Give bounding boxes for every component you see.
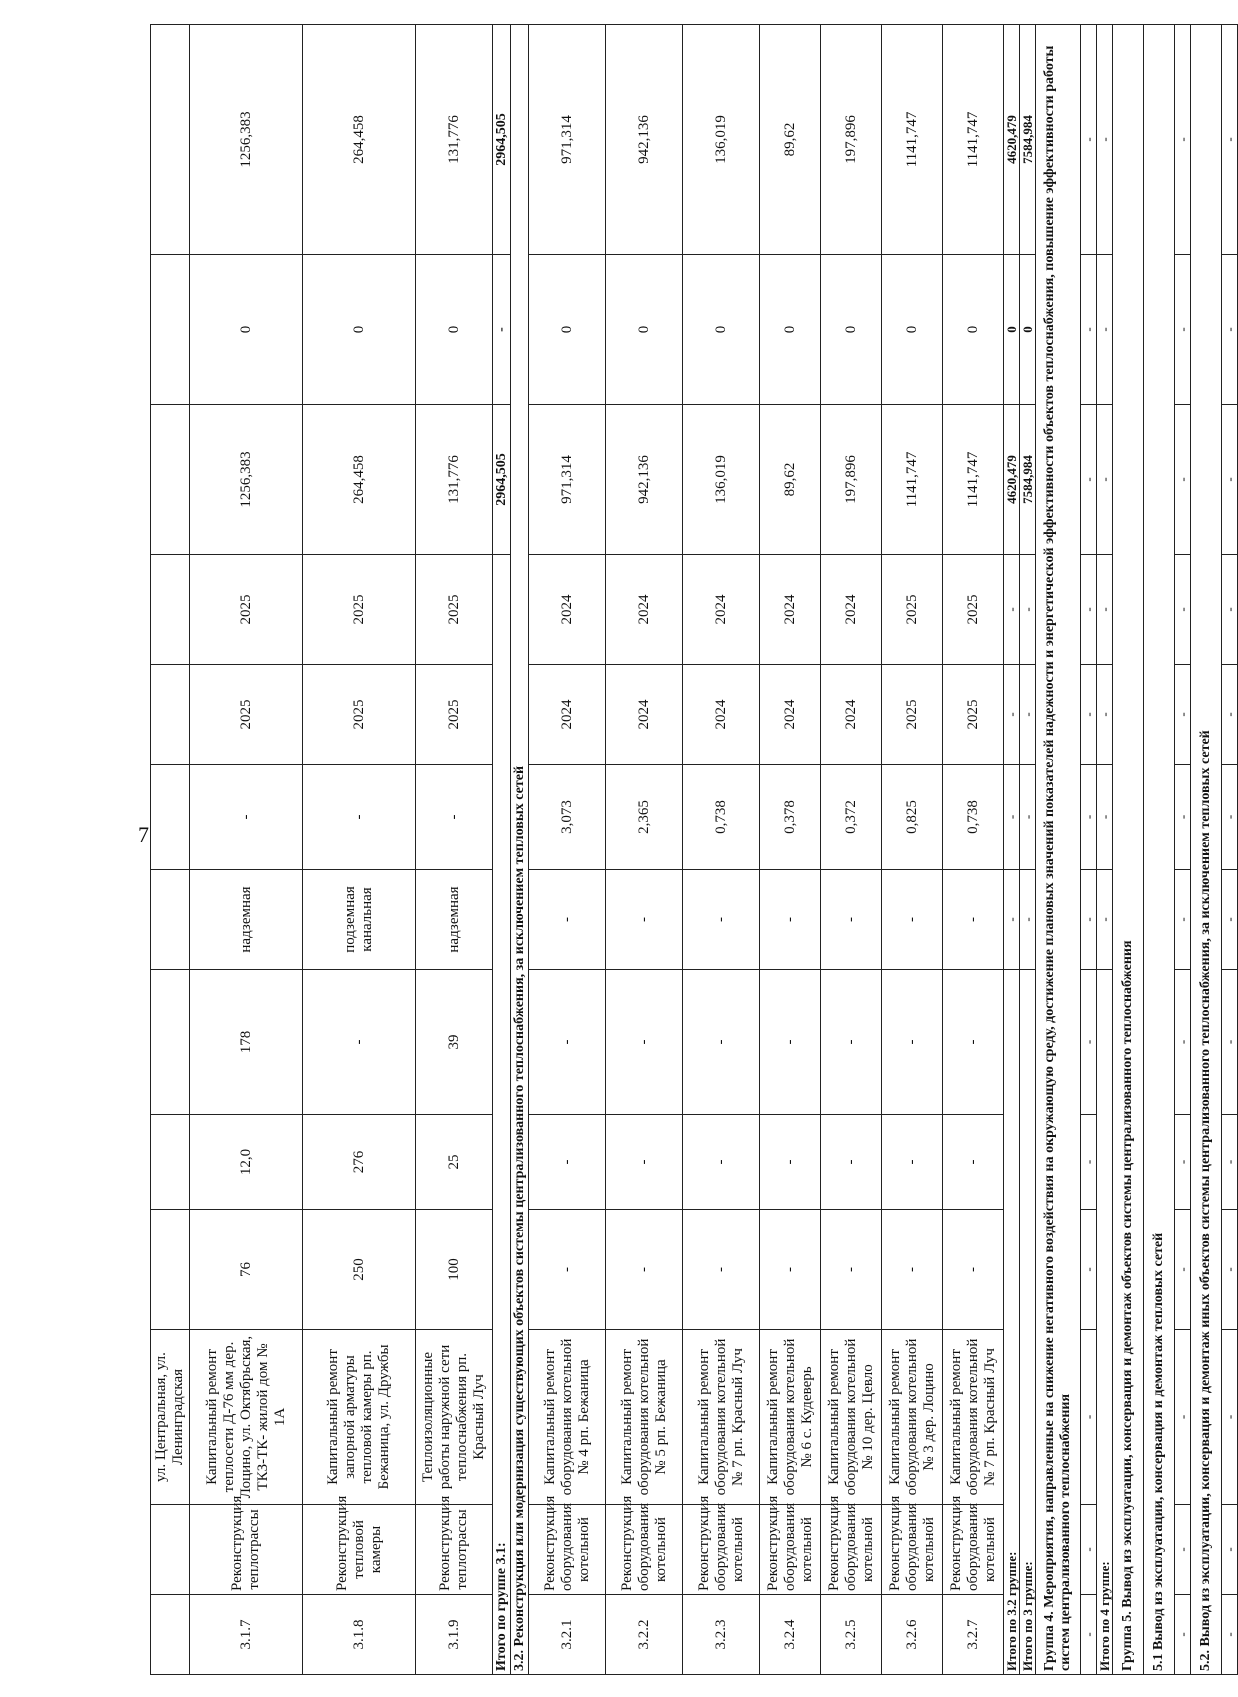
cell: - [760, 1115, 821, 1210]
subtotal-row-3-2 [1004, 25, 1020, 1675]
table-row [529, 25, 606, 1675]
cell: - [529, 870, 606, 970]
cell: 2025 [882, 555, 943, 665]
cell: 2025 [882, 665, 943, 765]
cell: - [821, 870, 882, 970]
cell: - [416, 765, 493, 870]
empty-row [1081, 25, 1097, 1675]
cell: - [683, 970, 760, 1115]
group-title: 5.2. Вывод из эксплуатации, консервация и демонтаж иных объектов системы централизованного теплоснабжения, за исключением тепловых сетей [1191, 25, 1222, 1675]
cell: 2025 [303, 555, 416, 665]
cell: - [1175, 970, 1191, 1115]
cell: - [1097, 665, 1113, 765]
cell: надземная [416, 870, 493, 970]
cell: - [1175, 1115, 1191, 1210]
cell: - [1081, 1210, 1097, 1330]
cell: - [1175, 1210, 1191, 1330]
cell: 2024 [760, 665, 821, 765]
cell: - [882, 1115, 943, 1210]
cell: 0,738 [943, 765, 1004, 870]
cell: 0 [760, 255, 821, 405]
group-header-4 [1036, 25, 1081, 1675]
cell: - [1097, 25, 1113, 255]
cell: - [1081, 870, 1097, 970]
cell: 2024 [529, 665, 606, 765]
cell: 131,776 [416, 25, 493, 255]
cell: 0 [416, 255, 493, 405]
cell: - [1081, 970, 1097, 1115]
row-name: Реконструкция оборудования котельной [882, 1505, 943, 1595]
cell: 0,378 [760, 765, 821, 870]
cell: 1141,747 [882, 25, 943, 255]
cell: 250 [303, 1210, 416, 1330]
cell: 136,019 [683, 25, 760, 255]
cell: 2025 [943, 665, 1004, 765]
cell: 1256,383 [190, 25, 303, 255]
cell: - [1175, 870, 1191, 970]
rotated-table-sheet [150, 25, 1237, 1675]
cell: 0,372 [821, 765, 882, 870]
cell: - [1175, 1595, 1191, 1675]
cell: - [1222, 405, 1238, 555]
cell: - [1004, 870, 1020, 970]
subtotal-value: 4620,479 [1004, 405, 1020, 555]
cell: - [1081, 25, 1097, 255]
cell: 0 [606, 255, 683, 405]
cell: - [943, 1210, 1004, 1330]
investment-program-table [150, 24, 1238, 1675]
cell: 0 [882, 255, 943, 405]
cell: 100 [416, 1210, 493, 1330]
group-title: Группа 5. Вывод из эксплуатации, консервация и демонтаж объектов системы централизованного теплоснабжения [1113, 25, 1144, 1675]
cell: 2024 [606, 665, 683, 765]
cell: - [1097, 870, 1113, 970]
row-desc: Капитальный ремонт оборудования котельной № 4 рп. Бежаница [529, 1330, 606, 1505]
cell: 1141,747 [943, 25, 1004, 255]
cell: - [1081, 1505, 1097, 1595]
cell: 0 [943, 255, 1004, 405]
row-id: 3.2.6 [882, 1595, 943, 1675]
row-id: 3.2.4 [760, 1595, 821, 1675]
cell: - [1097, 555, 1113, 665]
subtotal-value: 7584,984 [1020, 25, 1036, 255]
cell: 0 [303, 255, 416, 405]
subtotal-label: Итого по группе 3.1: [493, 555, 511, 1675]
row-id: 3.1.7 [190, 1595, 303, 1675]
table-row [943, 25, 1004, 1675]
cell: 1141,747 [943, 405, 1004, 555]
cell: 2024 [683, 665, 760, 765]
cell: - [303, 765, 416, 870]
subtotal-value: 2964,505 [493, 405, 511, 555]
cell: 197,896 [821, 25, 882, 255]
cell [151, 870, 190, 970]
cell: - [1175, 25, 1191, 255]
cell [151, 665, 190, 765]
cell: - [1097, 765, 1113, 870]
cell: 1256,383 [190, 405, 303, 555]
cell: - [606, 1210, 683, 1330]
cell: 0 [821, 255, 882, 405]
row-desc: Капитальный ремонт теплосети Д-76 мм дер. Лоцино, ул. Октябрьская, ТКЗ-ТК- жилой дом № 1А [190, 1330, 303, 1505]
group-title: Группа 4. Мероприятия, направленные на снижение негативного воздействия на окружающую среду, достижение плановых значений показателей надежности и энергетической эффективности объектов теплоснабжения, повышение эффективности работы систем централизованного теплоснабжения [1036, 25, 1081, 1675]
table-row [416, 25, 493, 1675]
row-desc: Капитальный ремонт оборудования котельной № 7 рп. Красный Луч [683, 1330, 760, 1505]
row-desc: Капитальный ремонт оборудования котельной № 10 дер. Цевло [821, 1330, 882, 1505]
cell: 3,073 [529, 765, 606, 870]
cell: - [1020, 870, 1036, 970]
cell: - [1004, 555, 1020, 665]
row-desc: Капитальный ремонт оборудования котельной № 6 с. Кудеверь [760, 1330, 821, 1505]
cell [151, 1115, 190, 1210]
cell: - [683, 870, 760, 970]
cell [151, 25, 190, 255]
cell: 971,314 [529, 25, 606, 255]
group-title: 5.1 Вывод из эксплуатации, консервация и демонтаж тепловых сетей [1144, 25, 1175, 1675]
subtotal-value: 2964,505 [493, 25, 511, 255]
cell: - [1081, 405, 1097, 555]
cell: - [190, 765, 303, 870]
subtotal-label: Итого по 4 группе: [1097, 970, 1113, 1675]
cell: 89,62 [760, 25, 821, 255]
row-id [151, 1595, 190, 1675]
row-name [151, 1505, 190, 1595]
row-desc: Капитальный ремонт оборудования котельной № 5 рп. Бежаница [606, 1330, 683, 1505]
cell: - [1097, 255, 1113, 405]
subtotal-row-3 [1020, 25, 1036, 1675]
subtotal-label: Итого по 3.2 группе: [1004, 970, 1020, 1675]
cell: - [606, 870, 683, 970]
cell: 264,458 [303, 405, 416, 555]
cell: - [1175, 555, 1191, 665]
cell: - [1175, 1330, 1191, 1505]
cell: 971,314 [529, 405, 606, 555]
table-row [882, 25, 943, 1675]
row-name: Реконструкция оборудования котельной [606, 1505, 683, 1595]
cell: - [683, 1115, 760, 1210]
subtotal-value: 4620,479 [1004, 25, 1020, 255]
cell [151, 255, 190, 405]
cell: 2025 [943, 555, 1004, 665]
cell: 942,136 [606, 405, 683, 555]
cell: 2025 [190, 665, 303, 765]
cell: 2025 [416, 665, 493, 765]
cell: 942,136 [606, 25, 683, 255]
cell: - [1222, 1505, 1238, 1595]
cell [151, 1210, 190, 1330]
cell [151, 970, 190, 1115]
cell: - [303, 970, 416, 1115]
row-id: 3.2.1 [529, 1595, 606, 1675]
cell: - [1081, 255, 1097, 405]
cell: - [1222, 970, 1238, 1115]
cell: - [1081, 1595, 1097, 1675]
cell: - [1004, 665, 1020, 765]
cell: 39 [416, 970, 493, 1115]
subtotal-value: 0 [1004, 255, 1020, 405]
subtotal-value: 7584,984 [1020, 405, 1036, 555]
cell: 2024 [821, 665, 882, 765]
cell: - [1081, 555, 1097, 665]
cell: - [760, 970, 821, 1115]
cell: 2024 [821, 555, 882, 665]
cell: - [1175, 405, 1191, 555]
cell: 0 [529, 255, 606, 405]
table-row [760, 25, 821, 1675]
cell: 2024 [606, 555, 683, 665]
cell: - [1222, 870, 1238, 970]
cell: подземная канальная [303, 870, 416, 970]
cell: 2024 [529, 555, 606, 665]
cell: - [1175, 665, 1191, 765]
cell: - [882, 970, 943, 1115]
row-name: Реконструкция оборудования котельной [529, 1505, 606, 1595]
table-row [151, 25, 190, 1675]
cell [151, 405, 190, 555]
cell: - [606, 1115, 683, 1210]
page-number: 7 [138, 822, 149, 847]
cell [151, 765, 190, 870]
row-name: Реконструкция теплотрассы [190, 1505, 303, 1595]
cell: 136,019 [683, 405, 760, 555]
row-desc: ул. Центральная, ул. Ленинградская [151, 1330, 190, 1505]
row-desc: Капитальный ремонт оборудования котельной № 7 рп. Красный Луч [943, 1330, 1004, 1505]
cell: 0 [683, 255, 760, 405]
row-desc: Капитальный ремонт запорной арматуры тепловой камеры рп. Бежаница, ул. Дружбы [303, 1330, 416, 1505]
group-header-3-2 [511, 25, 529, 1675]
cell: 2025 [303, 665, 416, 765]
cell: - [943, 970, 1004, 1115]
table-row [303, 25, 416, 1675]
cell: 197,896 [821, 405, 882, 555]
cell: - [1020, 665, 1036, 765]
cell: 178 [190, 970, 303, 1115]
cell: - [1081, 665, 1097, 765]
cell: 131,776 [416, 405, 493, 555]
cell: 2024 [760, 555, 821, 665]
table-row [683, 25, 760, 1675]
table-row [821, 25, 882, 1675]
cell: - [1004, 765, 1020, 870]
cell: 12,0 [190, 1115, 303, 1210]
cell: - [1222, 1210, 1238, 1330]
group-header-5 [1113, 25, 1144, 1675]
group-title: 3.2. Реконструкция или модернизация существующих объектов системы централизованного теплоснабжения, за исключением тепловых сетей [511, 25, 529, 1675]
cell: 2025 [416, 555, 493, 665]
cell: - [1081, 1330, 1097, 1505]
row-name: Реконструкция теплотрассы [416, 1505, 493, 1595]
group-header-5-1 [1144, 25, 1175, 1675]
cell: - [943, 1115, 1004, 1210]
cell: - [1222, 25, 1238, 255]
empty-row [1175, 25, 1191, 1675]
cell: - [1222, 1115, 1238, 1210]
cell: - [683, 1210, 760, 1330]
cell: 0,738 [683, 765, 760, 870]
cell: 89,62 [760, 405, 821, 555]
row-id: 3.2.3 [683, 1595, 760, 1675]
group-header-5-2 [1191, 25, 1222, 1675]
cell: 0 [190, 255, 303, 405]
cell: 2,365 [606, 765, 683, 870]
cell: 25 [416, 1115, 493, 1210]
subtotal-row-3-1 [493, 25, 511, 1675]
cell: - [1020, 765, 1036, 870]
cell: 264,458 [303, 25, 416, 255]
subtotal-value: 0 [1020, 255, 1036, 405]
cell: - [529, 1115, 606, 1210]
row-id: 3.2.7 [943, 1595, 1004, 1675]
subtotal-row-4 [1097, 25, 1113, 1675]
cell: 76 [190, 1210, 303, 1330]
cell: - [1222, 1330, 1238, 1505]
subtotal-label: Итого по 3 группе: [1020, 970, 1036, 1675]
cell: - [606, 970, 683, 1115]
cell: - [529, 970, 606, 1115]
empty-row [1222, 25, 1238, 1675]
cell: - [882, 870, 943, 970]
row-id: 3.2.2 [606, 1595, 683, 1675]
cell: - [760, 1210, 821, 1330]
row-desc: Капитальный ремонт оборудования котельной № 3 дер. Лоцино [882, 1330, 943, 1505]
cell: - [529, 1210, 606, 1330]
cell: - [1222, 555, 1238, 665]
cell: - [1222, 765, 1238, 870]
cell: - [1175, 255, 1191, 405]
cell: 0,825 [882, 765, 943, 870]
cell: - [760, 870, 821, 970]
cell: - [1020, 555, 1036, 665]
cell: 2025 [190, 555, 303, 665]
cell [151, 555, 190, 665]
row-name: Реконструкция оборудования котельной [760, 1505, 821, 1595]
cell: - [1175, 765, 1191, 870]
cell: 2024 [683, 555, 760, 665]
cell: - [1097, 405, 1113, 555]
cell: 276 [303, 1115, 416, 1210]
row-name: Реконструкция оборудования котельной [821, 1505, 882, 1595]
cell: - [1081, 765, 1097, 870]
row-id: 3.1.8 [303, 1595, 416, 1675]
cell: надземная [190, 870, 303, 970]
table-row [606, 25, 683, 1675]
table-row [190, 25, 303, 1675]
cell: - [1081, 1115, 1097, 1210]
row-id: 3.2.5 [821, 1595, 882, 1675]
cell: - [1222, 1595, 1238, 1675]
cell: - [1222, 665, 1238, 765]
cell: - [821, 970, 882, 1115]
row-name: Реконструкция оборудования котельной [683, 1505, 760, 1595]
row-desc: Теплоизоляционные работы наружной сети теплоснабжения рп. Красный Луч [416, 1330, 493, 1505]
cell: - [882, 1210, 943, 1330]
cell: 1141,747 [882, 405, 943, 555]
cell: - [943, 870, 1004, 970]
cell: - [821, 1115, 882, 1210]
row-id: 3.1.9 [416, 1595, 493, 1675]
row-name: Реконструкция тепловой камеры [303, 1505, 416, 1595]
cell: - [821, 1210, 882, 1330]
subtotal-value: - [493, 255, 511, 405]
row-name: Реконструкция оборудования котельной [943, 1505, 1004, 1595]
cell: - [1222, 255, 1238, 405]
cell: - [1175, 1505, 1191, 1595]
